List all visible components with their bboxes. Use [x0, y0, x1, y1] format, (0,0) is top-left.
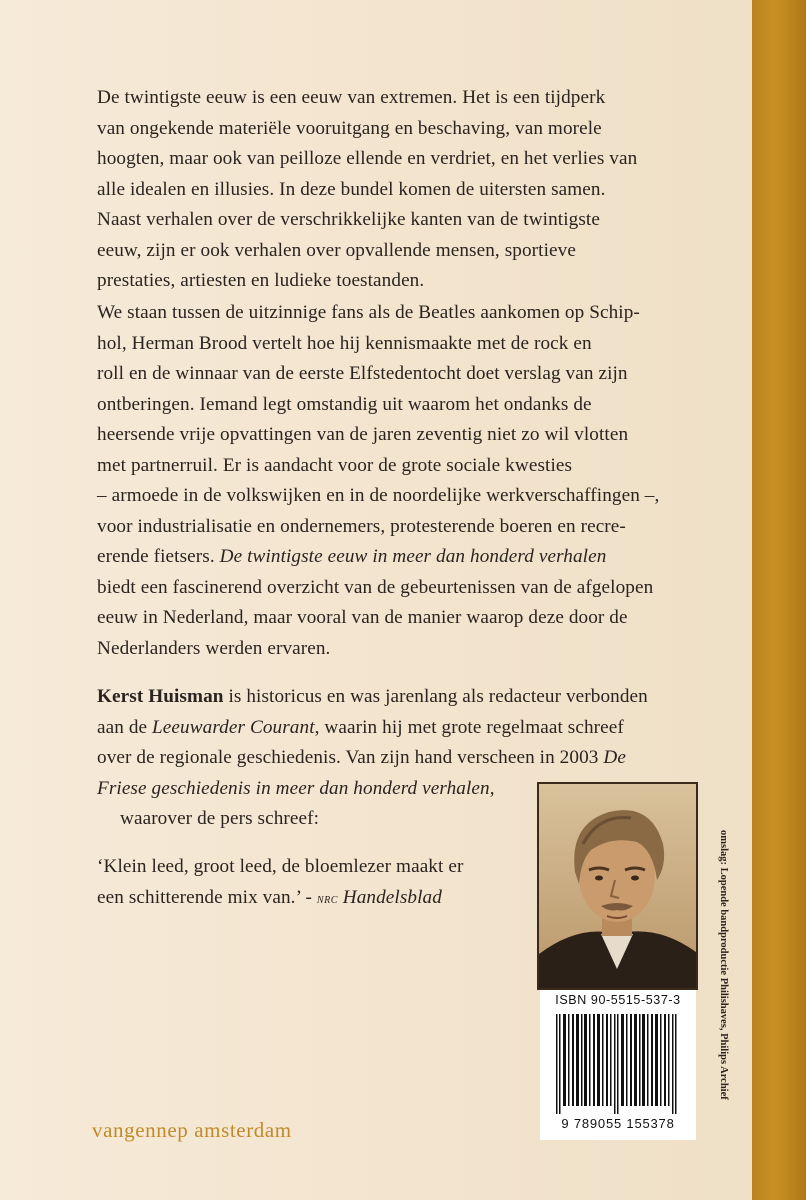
- other-book-title: De: [603, 747, 626, 768]
- blurb-line: hol, Herman Brood vertelt hoe hij kennismaakte met de rock en: [97, 332, 592, 354]
- blurb-paragraph-2: [97, 298, 705, 664]
- author-name: Kerst Huisman: [97, 686, 224, 707]
- quote-source-caps: nrc: [316, 891, 338, 907]
- blurb-line: – armoede in de volkswijken en in de noordelijke werkverschaffingen –,: [97, 485, 660, 506]
- bio-text: aan de: [97, 716, 153, 738]
- bio-text: is historicus en was jarenlang als redacteur verbonden: [223, 686, 648, 707]
- blurb-line: alle idealen en illusies. In deze bundel komen de uitersten samen.: [97, 178, 606, 200]
- book-title: De twintigste eeuw in meer dan honderd verhalen: [219, 546, 607, 567]
- quote-source: Handelsblad: [337, 886, 442, 908]
- other-book-title: Friese geschiedenis in meer dan honderd verhalen: [97, 777, 490, 799]
- blurb-line: Naast verhalen over de verschrikkelijke kanten van de twintigste: [97, 209, 600, 230]
- blurb-line: erende fietsers.: [97, 546, 215, 567]
- blurb-line: eeuw, zijn er ook verhalen over opvallende mensen, sportieve: [97, 239, 576, 261]
- blurb-line: hoogten, maar ook van peilloze ellende en verdriet, en het verlies van: [97, 148, 638, 169]
- blurb-line: prestaties, artiesten en ludieke toestanden.: [97, 270, 425, 291]
- bio-text: over de regionale geschiedenis. Van zijn hand verscheen in 2003: [97, 747, 604, 768]
- isbn-label: ISBN 90-5515-537-3: [555, 993, 681, 1007]
- spine-edge: [752, 0, 806, 1200]
- blurb-line: roll en de winnaar van de eerste Elfstedentocht doet verslag van zijn: [97, 363, 628, 384]
- publisher-name: vangennep amsterdam: [92, 1118, 292, 1142]
- bio-text: , waarin hij met grote regelmaat schreef: [314, 716, 624, 738]
- bio-text: ,: [489, 777, 495, 799]
- blurb-line: eeuw in Nederland, maar vooral van de manier waarop deze door de: [97, 607, 628, 628]
- author-photo: [537, 782, 698, 990]
- press-quote: [97, 852, 527, 915]
- blurb-line: heersende vrije opvattingen van de jaren zeventig niet zo wil vlotten: [97, 424, 629, 445]
- cover-credit-text: omslag: Lopende bandproductie Philishaves, Philips Archief: [718, 830, 729, 1100]
- barcode-number: 9 789055 155378: [561, 1116, 675, 1131]
- blurb-line: Nederlanders werden ervaren.: [97, 637, 331, 659]
- blurb-line: De twintigste eeuw is een eeuw van extremen. Het is een tijdperk: [97, 87, 606, 108]
- blurb-line: met partnerruil. Er is aandacht voor de grote sociale kwesties: [97, 454, 573, 476]
- blurb-line: van ongekende materiële vooruitgang en beschaving, van morele: [97, 117, 602, 139]
- quote-text: een schitterende mix van.’ -: [97, 886, 317, 908]
- blurb-line: biedt een fascinerend overzicht van de gebeurtenissen van de afgelopen: [97, 576, 654, 598]
- bio-text: waarover de pers schreef:: [120, 808, 320, 829]
- blurb-line: voor industrialisatie en ondernemers, protesterende boeren en recre-: [97, 515, 626, 537]
- blurb-paragraph-1: [97, 83, 705, 297]
- newspaper-name: Leeuwarder Courant: [152, 716, 315, 738]
- blurb-line: ontberingen. Iemand legt omstandig uit waarom het ondanks de: [97, 393, 592, 415]
- quote-text: ‘Klein leed, groot leed, de bloemlezer maakt er: [97, 856, 464, 877]
- cover-credit: [703, 830, 743, 1190]
- blurb-line: We staan tussen de uitzinnige fans als de Beatles aankomen op Schip-: [97, 302, 640, 323]
- barcode: [550, 1014, 686, 1114]
- isbn-barcode-box: [540, 990, 696, 1140]
